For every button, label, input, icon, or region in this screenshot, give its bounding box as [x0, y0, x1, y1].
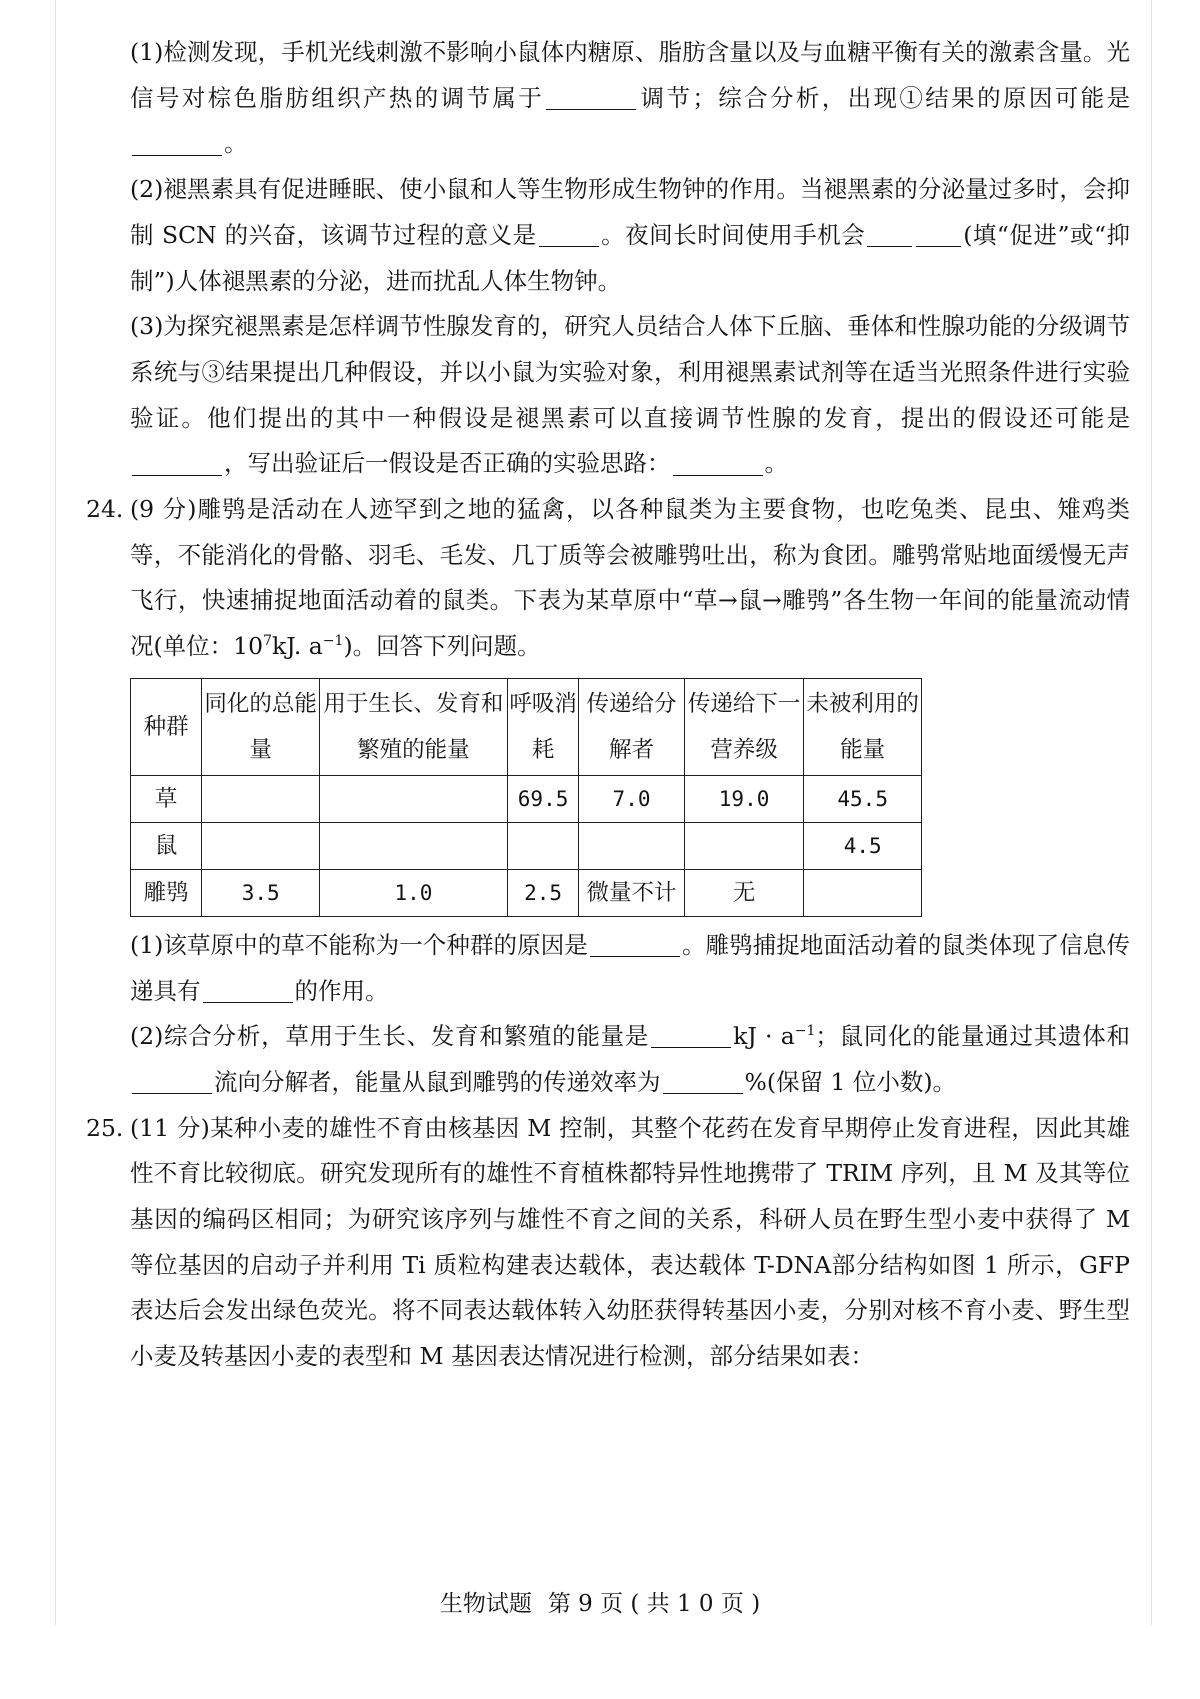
table-cell: 3.5	[202, 869, 320, 916]
footer-subject: 生物试题	[439, 1591, 532, 1617]
q24-part1-text-a: (1)该草原中的草不能称为一个种群的原因是	[130, 930, 588, 959]
answer-blank[interactable]	[673, 450, 763, 476]
q24-intro-text-a: (9 分)雕鸮是活动在人迹罕到之地的猛禽，以各种鼠类为主要食物，也吃兔类、昆虫、雉鸡类等，不能消化的骨骼、羽毛、毛发、几丁质等会被雕鸮吐出，称为食团。雕鸮常贴地面缓慢无声飞行，快速捕捉地面活动着的鼠类。下表为某草原中“草→鼠→雕鸮”各生物一年间的能量流动情况(单位：10	[130, 495, 1130, 661]
q23-part3-text-c: 。	[764, 449, 788, 478]
page-content	[86, 30, 1130, 1380]
q24-part2	[130, 1014, 1130, 1105]
table-row	[131, 775, 922, 822]
table-cell	[202, 775, 320, 822]
answer-blank[interactable]	[132, 1069, 212, 1095]
q23-part1-text-b: 调节；综合分析，出现①结果的原因可能是	[638, 83, 1130, 112]
table-cell: 草	[131, 775, 202, 822]
table-cell: 45.5	[804, 775, 922, 822]
q24-part2-unit: kJ · a	[733, 1022, 795, 1051]
table-cell	[319, 822, 507, 869]
table-cell	[804, 869, 922, 916]
page-footer	[0, 1585, 1200, 1618]
answer-blank[interactable]	[539, 221, 599, 247]
table-row	[131, 869, 922, 916]
table-header: 种群	[131, 678, 202, 775]
question-24-intro	[86, 487, 1130, 670]
table-cell: 鼠	[131, 822, 202, 869]
q23-part2-text-c: (填“促进”或“抑制”)人体褪黑素的分泌，进而扰乱人体生物钟。	[130, 220, 1130, 295]
table-cell	[202, 822, 320, 869]
table-cell	[684, 822, 804, 869]
question-25	[86, 1106, 1130, 1380]
answer-blank[interactable]	[663, 1069, 743, 1095]
table-header: 用于生长、发育和繁殖的能量	[319, 678, 507, 775]
q23-part3-text-a: (3)为探究褪黑素是怎样调节性腺发育的，研究人员结合人体下丘脑、垂体和性腺功能的分级调节系统与③结果提出几种假设，并以小鼠为实验对象，利用褪黑素试剂等在适当光照条件进行实验验证。他们提出的其中一种假设是褪黑素可以直接调节性腺的发育，提出的假设还可能是	[130, 312, 1130, 432]
table-header: 传递给下一营养级	[684, 678, 804, 775]
q24-intro-text-c: )。回答下列问题。	[343, 632, 541, 661]
answer-blank[interactable]	[132, 130, 222, 156]
table-cell: 无	[684, 869, 804, 916]
table-cell: 7.0	[579, 775, 685, 822]
q23-part2-text-a: (2)褪黑素具有促进睡眠、使小鼠和人等生物形成生物钟的作用。当褪黑素的分泌量过多时，会抑制 SCN 的兴奋，该调节过程的意义是	[130, 175, 1130, 249]
q24-part2-text-c: ；鼠同化的能量通过其遗体和	[815, 1022, 1130, 1051]
q23-part2	[130, 167, 1130, 304]
table-row	[131, 822, 922, 869]
table-cell	[319, 775, 507, 822]
question-25-text: (11 分)某种小麦的雄性不育由核基因 M 控制，其整个花药在发育早期停止发育进程，因此其雄性不育比较彻底。研究发现所有的雄性不育植株都特异性地携带了 TRIM 序列，且 M 及其等位基因的编码区相同；为研究该序列与雄性不育之间的关系，科研人员在野生型小麦中获得了 M 等位基因的启动子并利用 Ti 质粒构建表达载体，表达载体 T-DNA部分结构如图 1 所示，GFP 表达后会发出绿色荧光。将不同表达载体转入幼胚获得转基因小麦，分别对核不育小麦、野生型小麦及转基因小麦的表型和 M 基因表达情况进行检测，部分结果如表：	[130, 1113, 1130, 1371]
table-cell	[507, 822, 578, 869]
q24-part1-text-c: 的作用。	[294, 976, 389, 1005]
answer-blank[interactable]	[203, 977, 293, 1003]
table-cell: 69.5	[507, 775, 578, 822]
table-cell: 4.5	[804, 822, 922, 869]
table-cell: 雕鸮	[131, 869, 202, 916]
table-header: 未被利用的能量	[804, 678, 922, 775]
q24-part1	[130, 923, 1130, 1014]
table-cell: 微量不计	[579, 869, 685, 916]
table-cell	[579, 822, 685, 869]
question-24-number: 24.	[86, 495, 124, 524]
answer-blank[interactable]	[916, 221, 961, 247]
q24-part2-text-d: 流向分解者，能量从鼠到雕鸮的传递效率为	[214, 1067, 661, 1096]
q24-part2-unit-exponent: −1	[794, 1023, 816, 1040]
q24-part2-text-e: %(保留 1 位小数)。	[744, 1067, 957, 1096]
table-cell: 1.0	[319, 869, 507, 916]
answer-blank[interactable]	[132, 450, 222, 476]
energy-flow-table	[130, 678, 922, 917]
q24-intro-unit-exponent: −1	[322, 633, 344, 650]
table-header: 传递给分解者	[579, 678, 685, 775]
footer-page-number: 第 9 页 ( 共 1 0 页 )	[547, 1591, 761, 1617]
answer-blank[interactable]	[867, 221, 912, 247]
q23-part1-text-c: 。	[224, 129, 248, 158]
q24-intro-exponent: 7	[263, 633, 272, 650]
table-cell: 19.0	[684, 775, 804, 822]
q23-part1-text-a: (1)检测发现，手机光线刺激不影响小鼠体内糖原、脂肪含量以及与血糖平衡有关的激素含量。光信号对棕色脂肪组织产热的调节属于	[130, 38, 1130, 112]
answer-blank[interactable]	[590, 931, 680, 957]
table-cell: 2.5	[507, 869, 578, 916]
q23-part3	[130, 304, 1130, 487]
q23-part3-text-b: ，写出验证后一假设是否正确的实验思路：	[224, 449, 671, 478]
q24-intro-unit: kJ. a	[272, 632, 323, 661]
q24-part1-text-b: 。雕鸮捕捉地面活动着的鼠类体现了信息传递具有	[130, 930, 1130, 1005]
answer-blank[interactable]	[651, 1023, 731, 1049]
answer-blank[interactable]	[546, 84, 636, 110]
question-25-number: 25.	[86, 1113, 124, 1142]
q23-part1	[130, 30, 1130, 167]
q23-part2-text-b: 。夜间长时间使用手机会	[600, 220, 866, 249]
table-header: 呼吸消耗	[507, 678, 578, 775]
table-header-row	[131, 678, 922, 775]
table-header: 同化的总能量	[202, 678, 320, 775]
q24-part2-text-a: (2)综合分析，草用于生长、发育和繁殖的能量是	[130, 1022, 650, 1051]
